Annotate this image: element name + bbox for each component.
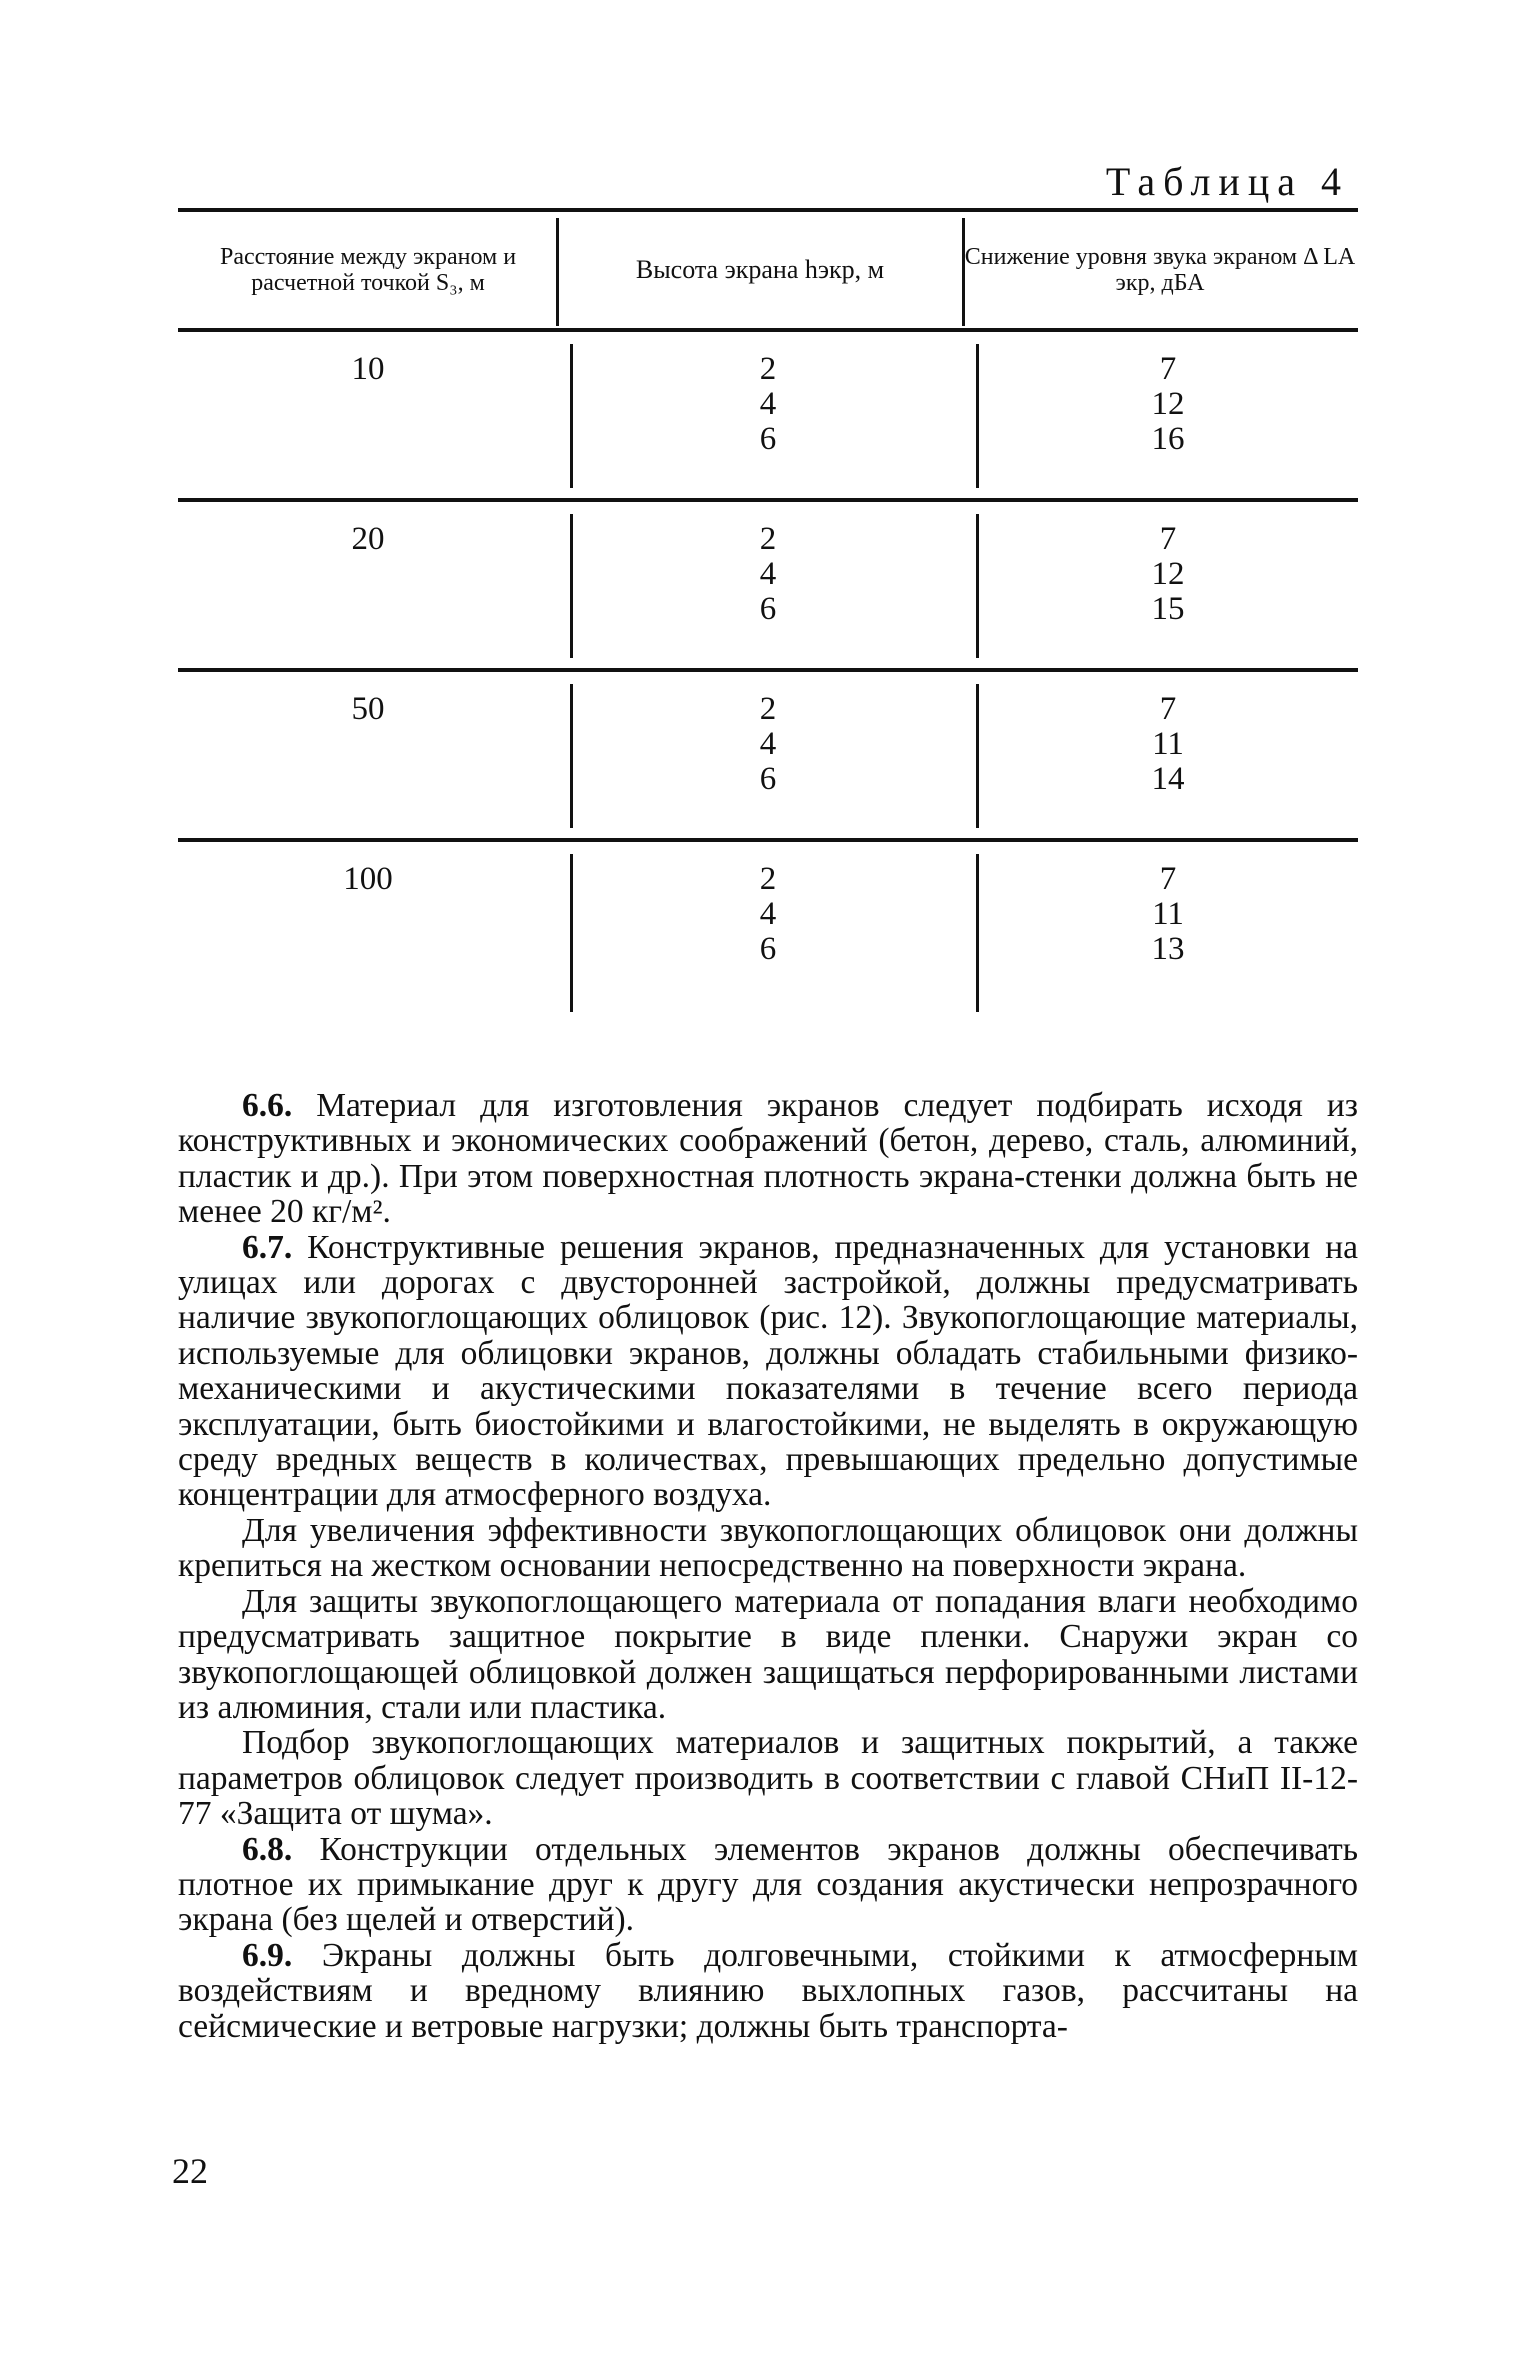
- header-divider: [962, 218, 965, 326]
- paragraph: 6.7. Конструктивные решения экранов, предназначенных для установки на улицах или дорогах с двусторонней застройкой, должны предусматривать наличие звукопоглощающих облицовок (рис. 12). Звукопоглощающие материалы, используемые для облицовки экранов, должны обладать стабильными физико-механическими и акустическими показателями в течение всего периода эксплуатации, быть биостойкими и влагостойкими, не выделять в окружающую среду вредных веществ в количествах, превышающих предельно допустимые концентрации для атмосферного воздуха.: [178, 1228, 1358, 1514]
- table-top-rule: [178, 208, 1358, 212]
- table-rule: [178, 668, 1358, 672]
- cell-reductions: 7 11 13: [1151, 861, 1185, 967]
- table-title: Таблица 4: [1105, 159, 1349, 204]
- table-rule: [178, 838, 1358, 842]
- row-divider: [570, 344, 573, 488]
- cell-heights: 2 4 6: [759, 691, 777, 797]
- paragraph: Подбор звукопоглощающих материалов и защитных покрытий, а также параметров облицовок следует производить в соответствии с главой СНиП II-12-77 «Защита от шума».: [178, 1724, 1358, 1833]
- table-row: [178, 334, 1358, 500]
- paragraph: 6.9. Экраны должны быть долговечными, стойкими к атмосферным воздействиям и вредному влиянию выхлопных газов, рассчитаны на сейсмические и ветровые нагрузки; должны быть транспорта-: [178, 1936, 1358, 2045]
- header-distance: Расстояние между экраном и расчетной точкой S₃, м: [219, 244, 517, 296]
- cell-distance: 100: [343, 861, 393, 897]
- table-row: [178, 674, 1358, 840]
- paragraph: 6.6. Материал для изготовления экранов следует подбирать исходя из конструктивных и экономических соображений (бетон, дерево, сталь, алюминий, пластик и др.). При этом поверхностная плотность экрана-стенки должна быть не менее 20 кг/м².: [178, 1087, 1358, 1231]
- cell-heights: 2 4 6: [759, 351, 777, 457]
- table-row: [178, 844, 1358, 1010]
- table-header-row: [178, 214, 1358, 326]
- row-divider: [570, 854, 573, 1012]
- header-reduction: Снижение уровня звука экраном Δ LА экр, дБА: [964, 244, 1356, 296]
- cell-distance: 50: [351, 691, 385, 727]
- cell-distance: 10: [351, 351, 385, 387]
- row-divider: [570, 684, 573, 828]
- table-rule: [178, 498, 1358, 502]
- body-text: [178, 1088, 1358, 2044]
- cell-distance: 20: [351, 521, 385, 557]
- cell-reductions: 7 11 14: [1151, 691, 1185, 797]
- cell-heights: 2 4 6: [759, 861, 777, 967]
- paragraph: Для увеличения эффективности звукопоглощающих облицовок они должны крепиться на жестком основании непосредственно на поверхности экрана.: [178, 1511, 1358, 1585]
- cell-reductions: 7 12 16: [1151, 351, 1185, 457]
- row-divider: [976, 684, 979, 828]
- row-divider: [976, 854, 979, 1012]
- paragraph: 6.8. Конструкции отдельных элементов экранов должны обеспечивать плотное их примыкание друг к другу для создания акустически непрозрачного экрана (без щелей и отверстий).: [178, 1830, 1358, 1939]
- row-divider: [570, 514, 573, 658]
- header-divider: [556, 218, 559, 326]
- header-height: Высота экрана hэкр, м: [635, 255, 885, 284]
- cell-heights: 2 4 6: [759, 521, 777, 627]
- page-number: 22: [172, 2151, 208, 2191]
- table-rule: [178, 328, 1358, 332]
- paragraph: Для защиты звукопоглощающего материала от попадания влаги необходимо предусматривать защитное покрытие в виде пленки. Снаружи экран со звукопоглощающей облицовкой должен защищаться перфорированными листами из алюминия, стали или пластика.: [178, 1582, 1358, 1726]
- cell-reductions: 7 12 15: [1151, 521, 1185, 627]
- row-divider: [976, 514, 979, 658]
- table-row: [178, 504, 1358, 670]
- row-divider: [976, 344, 979, 488]
